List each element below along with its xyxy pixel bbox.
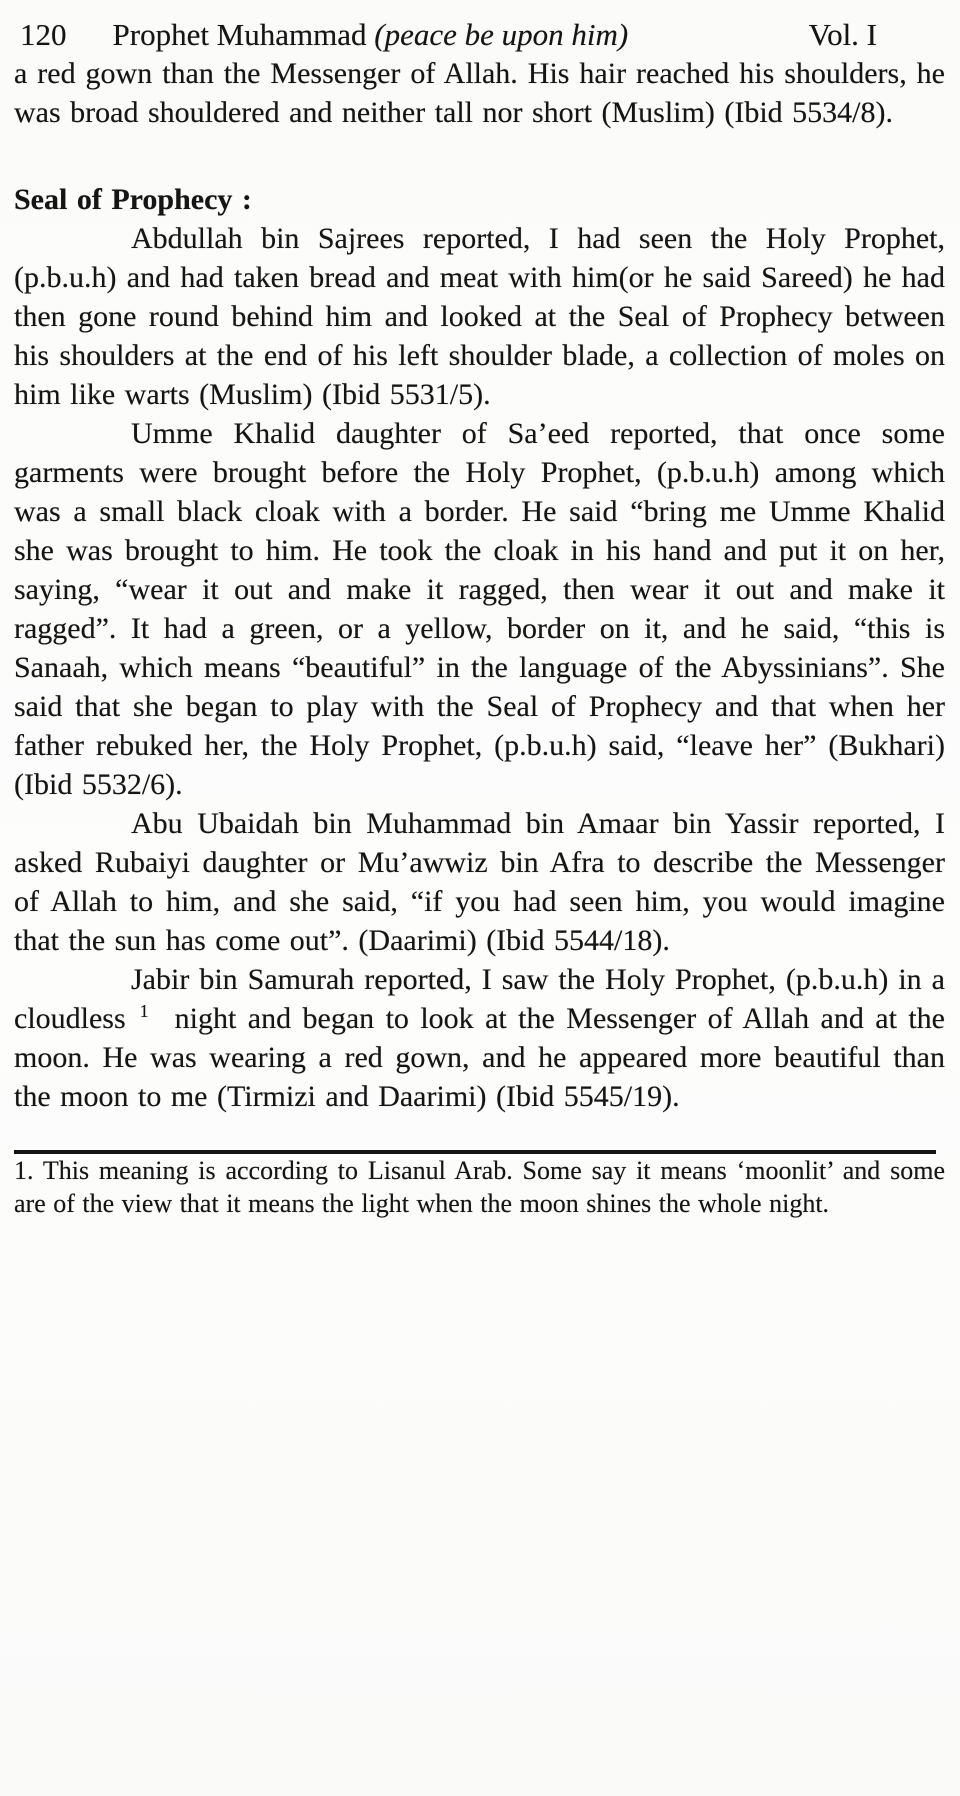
footnote-text: 1. This meaning is according to Lisanul Arab. Some say it means ‘moonlit’ and some are of the view that it means the light when the moon shines the whole night. bbox=[14, 1156, 945, 1218]
section-heading: Seal of Prophecy : bbox=[14, 183, 252, 216]
page-header bbox=[14, 14, 945, 54]
paragraph-jabir-text-after: night and began to look at the Messenger of Allah and at the moon. He was wearing a red gown, and he appeared more beautiful than the moon to me (Tirmizi and Daarimi) (Ibid 5545/19). bbox=[14, 1002, 945, 1113]
paragraph-umme-khalid: Umme Khalid daughter of Sa’eed reported, that once some garments were brought before the Holy Prophet, (p.b.u.h) among which was a small black cloak with a border. He said “bring me Umme Khalid she was brought to him. He took the cloak in his hand and put it on her, saying, “wear it out and make it ragged, then wear it out and make it ragged”. It had a green, or a yellow, border on it, and he said, “this is Sanaah, which means “beautiful” in the language of the Abyssinians”. She said that she began to play with the Seal of Prophecy and that when her father rebuked her, the Holy Prophet, (p.b.u.h) said, “leave her” (Bukhari) (Ibid 5532/6). bbox=[14, 417, 945, 801]
paragraph-continuation: a red gown than the Messenger of Allah. His hair reached his shoulders, he was broad shouldered and neither tall nor short (Muslim) (Ibid 5534/8). bbox=[14, 57, 945, 129]
running-title-italic: (peace be upon him) bbox=[374, 17, 629, 52]
footnote-reference-mark: 1 bbox=[139, 1001, 149, 1021]
paragraph-abdullah-bin-sajrees: Abdullah bin Sajrees reported, I had seen the Holy Prophet, (p.b.u.h) and had taken bread and meat with him(or he said Sareed) he had then gone round behind him and looked at the Seal of Prophecy between his shoulders at the end of his left shoulder blade, a collection of moles on him like warts (Muslim) (Ibid 5531/5). bbox=[14, 222, 945, 411]
running-title-text: Prophet Muhammad bbox=[112, 17, 375, 52]
paragraph-jabir-text-before: Jabir bin Samurah reported, I saw the Holy Prophet, (p.b.u.h) in a cloudless bbox=[14, 963, 945, 1035]
paragraph-abu-ubaidah: Abu Ubaidah bin Muhammad bin Amaar bin Yassir reported, I asked Rubaiyi daughter or Mu’awwiz bin Afra to describe the Messenger of Allah to him, and she said, “if you had seen him, you would imagine that the sun has come out”. (Daarimi) (Ibid 5544/18). bbox=[14, 807, 945, 957]
page-body bbox=[14, 54, 945, 1220]
page-number: 120 bbox=[20, 17, 67, 52]
volume-label: Vol. I bbox=[808, 17, 877, 52]
running-title bbox=[113, 16, 629, 54]
paragraph-jabir-bin-samurah bbox=[14, 960, 945, 1116]
